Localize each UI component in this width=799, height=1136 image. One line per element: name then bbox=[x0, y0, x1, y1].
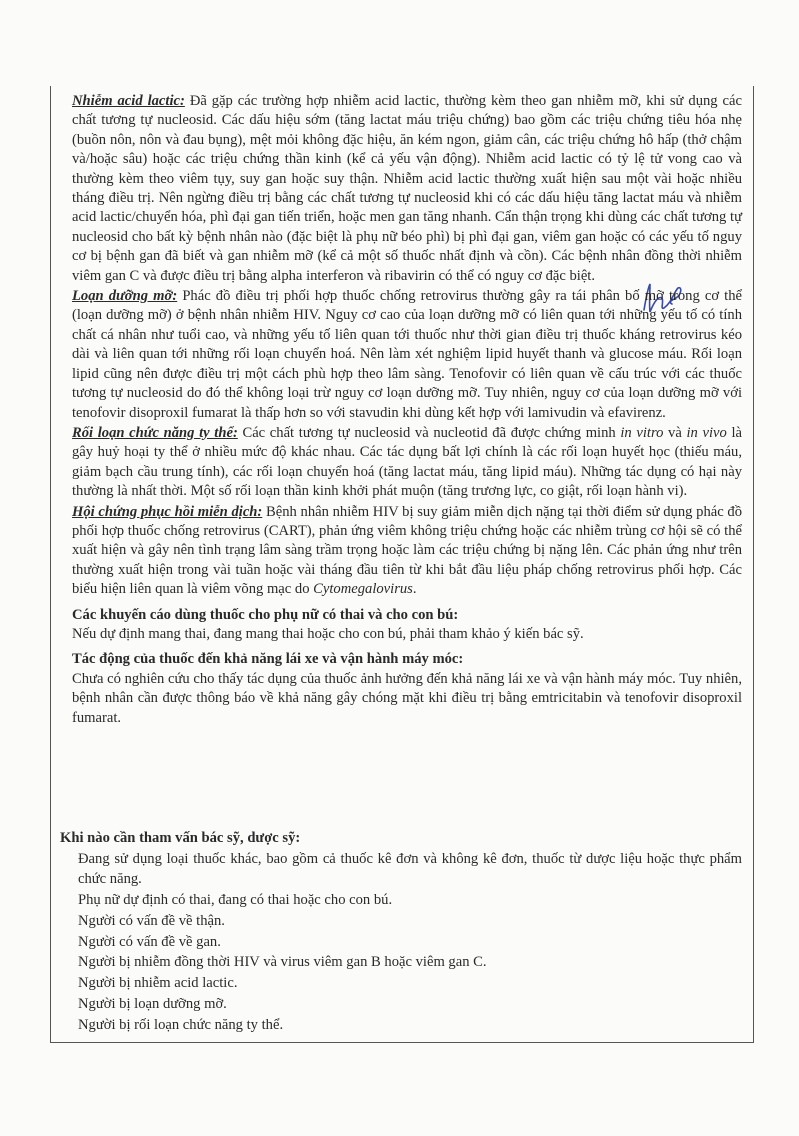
italic-term: in vitro bbox=[620, 424, 664, 441]
list-item: Người có vấn đề về gan. bbox=[78, 933, 221, 950]
list-item: Người bị rối loạn chức năng ty thể. bbox=[78, 1017, 284, 1034]
list-item: Người có vấn đề về thận. bbox=[78, 912, 225, 929]
section-body: Phác đồ điều trị phối hợp thuốc chống retrovirus thường gây ra tái phân bố mỡ trong cơ thể (loạn dưỡng mỡ) ở bệnh nhân nhiễm HIV. Nguy cơ cao của loạn dưỡng mỡ có liên quan tới những yếu tố có tính chất cá nhân như tuổi cao, và những yếu tố liên quan tới thuốc như thời gian điều trị thuốc kháng retrovirus kéo dài và liên quan tới những rối loạn chuyển hoá. Nên làm xét nghiệm lipid huyết thanh và glucose máu. Rối loạn lipid cũng nên được điều trị một cách phù hợp theo lâm sàng. Tenofovir có liên quan về cấu trúc với các thuốc tương tự nucleosid do đó thể không loại trừ nguy cơ loạn dưỡng mỡ. Tuy nhiên, nguy cơ của loạn dưỡng mỡ với tenofovir disoproxil fumarat là thấp hơn so với stavudin khi dùng kết hợp với lamivudin và efavirenz. bbox=[72, 288, 743, 421]
main-content bbox=[72, 92, 742, 728]
driving-heading: Tác động của thuốc đến khả năng lái xe và vận hành máy móc: bbox=[72, 651, 464, 668]
pregnancy-body: Nếu dự định mang thai, đang mang thai hoặc cho con bú, phải tham khảo ý kiến bác sỹ. bbox=[72, 625, 584, 642]
section-body: là gây huỷ hoại ty thể ở nhiều mức độ khác nhau. Các tác dụng bất lợi chính là các rối loạn huyết học (thiếu máu, giảm bạch cầu trung tính), các rối loạn chuyển hoá (tăng lactat máu, tăng lipid máu). Những tác dụng có hại này thường là nhất thời. Một số rối loạn thần kinh khởi phát muộn (tăng trương lực, co giật, rối loạn hành vi). bbox=[72, 424, 742, 500]
list-item: Đang sử dụng loại thuốc khác, bao gồm cả thuốc kê đơn và không kê đơn, thuốc từ dược liệu hoặc thực phẩm chức năng. bbox=[78, 851, 742, 887]
consult-heading: Khi nào cần tham vấn bác sỹ, dược sỹ: bbox=[60, 830, 301, 846]
pregnancy-heading: Các khuyến cáo dùng thuốc cho phụ nữ có thai và cho con bú: bbox=[72, 606, 459, 623]
driving-body: Chưa có nghiên cứu cho thấy tác dụng của thuốc ảnh hưởng đến khả năng lái xe và vận hành máy móc. Tuy nhiên, bệnh nhân cần được thông báo về khả năng gây chóng mặt khi điều trị bằng emtricitabin và tenofovir disoproxil fumarat. bbox=[72, 670, 742, 726]
section-heading: Hội chứng phục hồi miễn dịch: bbox=[72, 503, 263, 520]
list-item: Người bị nhiễm đồng thời HIV và virus viêm gan B hoặc viêm gan C. bbox=[78, 954, 487, 971]
section-heading: Loạn dưỡng mỡ: bbox=[72, 288, 178, 305]
section-body: Đã gặp các trường hợp nhiễm acid lactic, thường kèm theo gan nhiễm mỡ, khi sử dụng các chất tương tự nucleosid. Các dấu hiệu sớm (tăng lactat máu triệu chứng) bao gồm các triệu chứng tiêu hóa nhẹ (buồn nôn, nôn và đau bụng), mệt mỏi không đặc hiệu, ăn kém ngon, giảm cân, các triệu chứng hô hấp (thở chậm và/hoặc sâu) hoặc các triệu chứng thần kinh (kể cả yếu vận động). Nhiễm acid lactic có tỷ lệ tử vong cao và thường kèm theo viêm tụy, suy gan hoặc suy thận. Nhiễm acid lactic thường xuất hiện sau một vài hoặc nhiều tháng điều trị. Nên ngừng điều trị bằng các chất tương tự nucleosid khi có các dấu hiệu tăng lactat máu và nhiễm acid lactic/chuyển hóa, phì đại gan tiến triển, hoặc men gan tăng nhanh. Cẩn thận trọng khi dùng các chất tương tự nucleosid cho bất kỳ bệnh nhân nào (đặc biệt là phụ nữ béo phì) bị phì đại gan, viêm gan hoặc có các yếu tố nguy cơ bị bệnh gan đã biết và gan nhiễm mỡ (kể cả một số thuốc nhất định và cồn). Các bệnh nhân đồng thời nhiễm viêm gan C và được điều trị bằng alpha interferon và ribavirin có thể có nguy cơ đặc biệt. bbox=[72, 93, 742, 284]
list-item: Người bị nhiễm acid lactic. bbox=[78, 975, 238, 992]
section-body: Bệnh nhân nhiễm HIV bị suy giảm miễn dịch nặng tại thời điểm sử dụng phác đồ phối hợp thuốc chống retrovirus (CART), phản ứng viêm không triệu chứng hoặc các nhiễm trùng cơ hội sẽ có thể xuất hiện và gây nên tình trạng lâm sàng trầm trọng hoặc làm các triệu chứng bị nặng lên. Các phản ứng như trên thường xuất hiện trong vài tuần hoặc vài tháng đầu tiên từ khi bắt đầu liệu pháp chống retrovirus phối hợp. Các biểu hiện liên quan là viêm võng mạc do bbox=[72, 503, 742, 598]
section-body: Các chất tương tự nucleosid và nucleotid đã được chứng minh bbox=[237, 424, 621, 441]
italic-term: Cytomegalovirus bbox=[313, 581, 413, 598]
section-mitochondrial-dysfunction bbox=[72, 424, 742, 502]
section-heading: Nhiễm acid lactic: bbox=[72, 93, 185, 109]
section-body: . bbox=[412, 581, 417, 598]
section-heading: Rối loạn chức năng ty thể: bbox=[72, 424, 238, 441]
italic-term: in vivo bbox=[686, 424, 727, 441]
section-lactic-acidosis bbox=[72, 92, 742, 286]
consult-section bbox=[60, 829, 742, 1037]
section-lipodystrophy bbox=[72, 287, 742, 423]
section-immune-reconstitution bbox=[72, 503, 742, 600]
list-item: Phụ nữ dự định có thai, đang có thai hoặc cho con bú. bbox=[78, 891, 393, 908]
section-body: và bbox=[663, 424, 687, 441]
list-item: Người bị loạn dưỡng mỡ. bbox=[78, 996, 227, 1013]
